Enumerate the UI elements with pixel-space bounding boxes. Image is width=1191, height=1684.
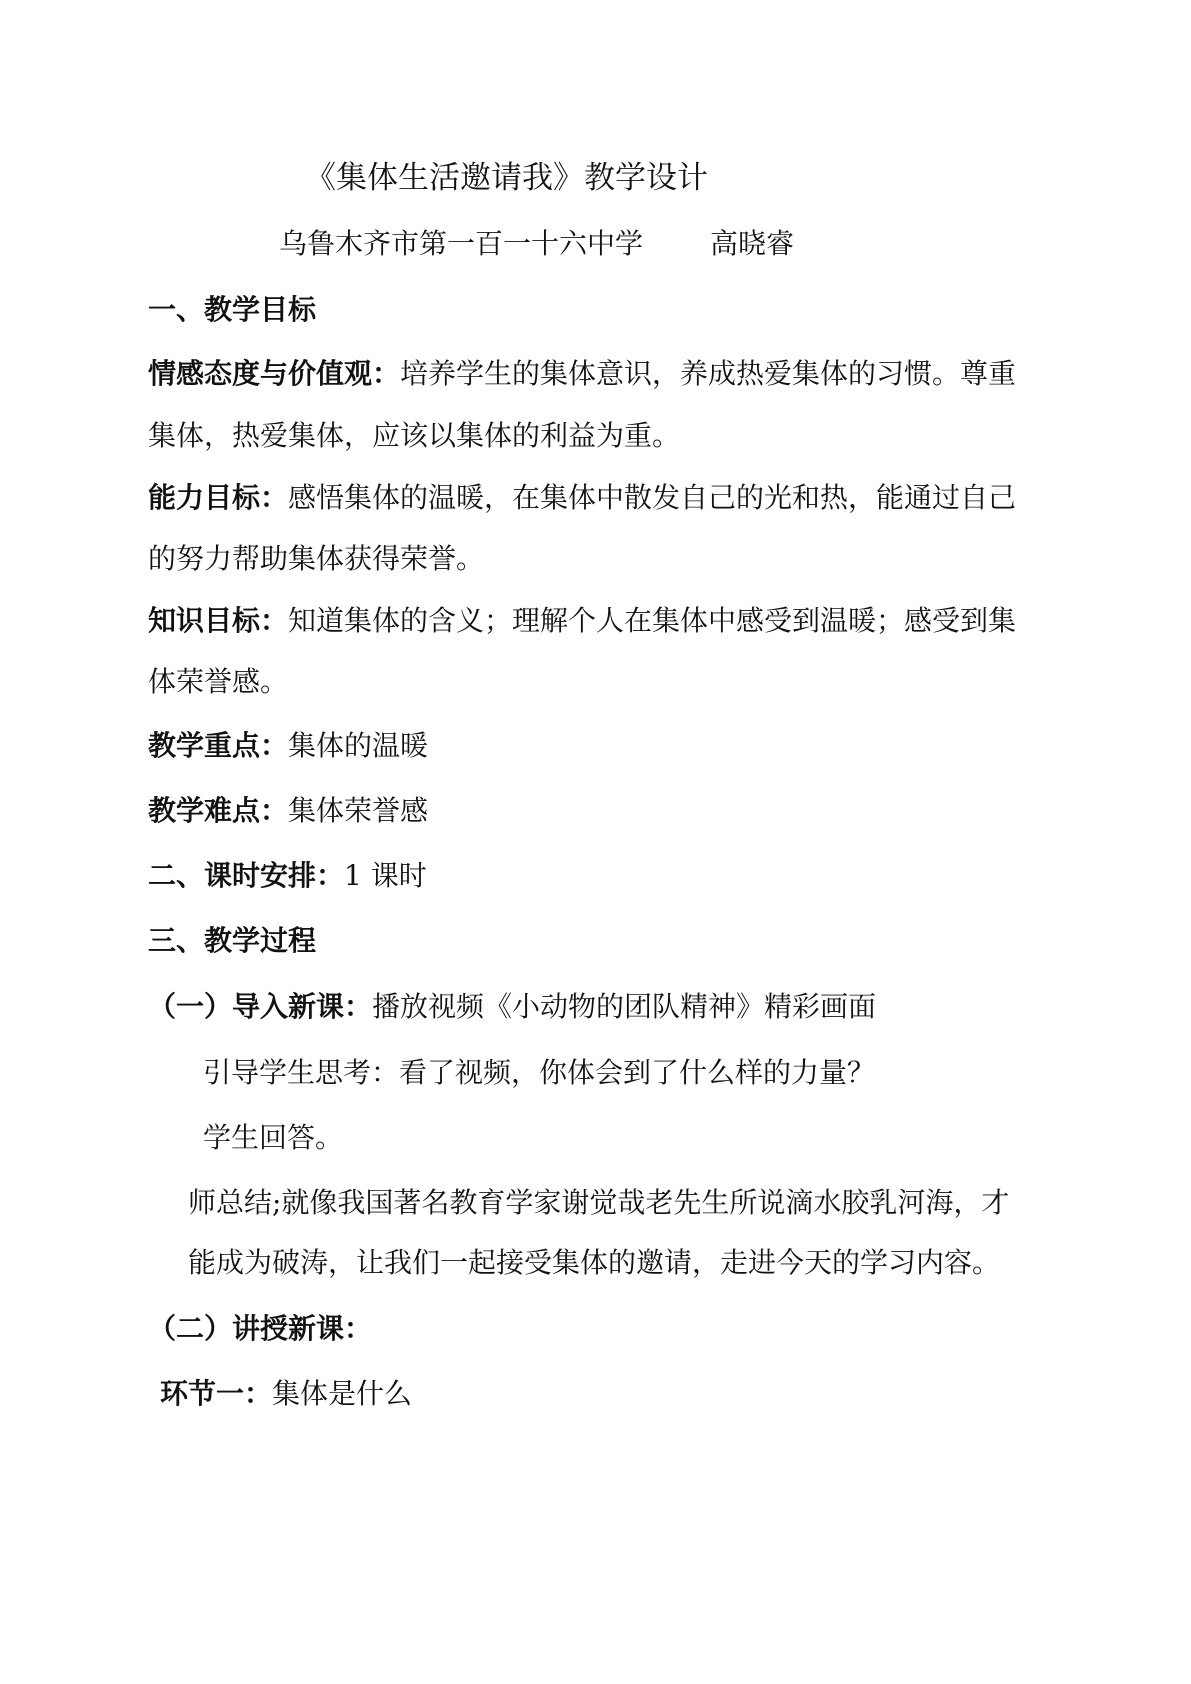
schedule-text: 1 课时 xyxy=(344,859,427,892)
knowledge-text: 知道集体的含义；理解个人在集体中感受到温暖；感受到集 xyxy=(288,604,1017,637)
step-one-label: 环节一： xyxy=(160,1377,273,1410)
intro-guide: 引导学生思考：看了视频，你体会到了什么样的力量？ xyxy=(203,1056,876,1089)
key-point xyxy=(148,728,428,764)
schedule-label: 二、课时安排： xyxy=(148,859,345,892)
intro-text: 播放视频《小动物的团队精神》精彩画面 xyxy=(372,990,877,1023)
section-schedule xyxy=(148,858,427,894)
intro-summary-cont: 能成为破涛，让我们一起接受集体的邀请，走进今天的学习内容。 xyxy=(188,1246,1001,1279)
difficulty-label: 教学难点： xyxy=(148,794,289,827)
knowledge-objective-cont: 体荣誉感。 xyxy=(148,665,289,698)
key-point-text: 集体的温暖 xyxy=(288,729,429,762)
emotion-text: 培养学生的集体意识，养成热爱集体的习惯。尊重 xyxy=(400,357,1017,390)
intro-step xyxy=(148,989,876,1025)
step-one-text: 集体是什么 xyxy=(272,1377,413,1410)
intro-summary: 师总结;就像我国著名教育学家谢觉哉老先生所说滴水胶乳河海，才 xyxy=(188,1186,1010,1219)
emotion-label: 情感态度与价值观： xyxy=(148,357,401,390)
ability-text: 感悟集体的温暖，在集体中散发自己的光和热，能通过自己 xyxy=(288,481,1017,514)
school-name: 乌鲁木齐市第一百一十六中学 xyxy=(279,227,644,260)
ability-label: 能力目标： xyxy=(148,481,289,514)
intro-label: （一）导入新课： xyxy=(148,990,373,1023)
key-point-label: 教学重点： xyxy=(148,729,289,762)
step-one xyxy=(160,1376,412,1412)
knowledge-objective xyxy=(148,603,1016,639)
ability-objective-cont: 的努力帮助集体获得荣誉。 xyxy=(148,542,485,575)
author-name: 高晓睿 xyxy=(710,227,795,260)
intro-answer: 学生回答。 xyxy=(203,1121,344,1154)
difficulty-text: 集体荣誉感 xyxy=(288,794,429,827)
document-title: 《集体生活邀请我》教学设计 xyxy=(305,160,708,196)
difficulty-point xyxy=(148,793,428,829)
ability-objective xyxy=(148,480,1016,516)
emotion-objective-cont: 集体，热爱集体，应该以集体的利益为重。 xyxy=(148,419,681,452)
knowledge-label: 知识目标： xyxy=(148,604,289,637)
emotion-objective xyxy=(148,356,1016,392)
section-heading-objectives: 一、教学目标 xyxy=(148,293,317,326)
lecture-heading: （二）讲授新课： xyxy=(148,1312,373,1345)
section-heading-process: 三、教学过程 xyxy=(148,924,317,957)
